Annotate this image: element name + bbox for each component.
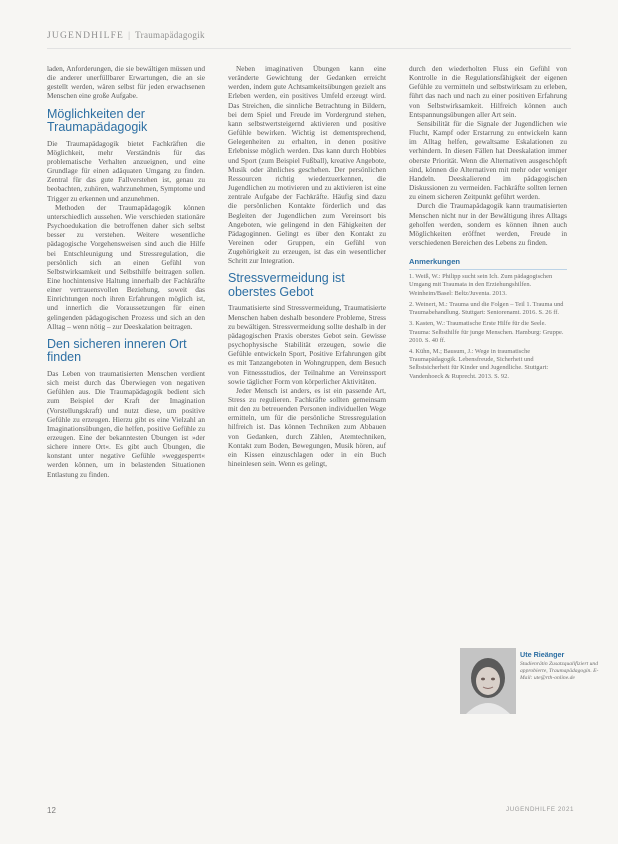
note-item: 4. Kühn, M.; Bausum, J.: Wege in traumatische Traumapädagogik. Lebensfreude, Sicherheit und Selbstsicherheit für Kinder und Jugendliche. Stuttgart: Vandenhoeck & Ruprecht. 2013. S. 92. xyxy=(409,347,549,380)
header-topic: Traumapädagogik xyxy=(135,30,205,40)
col3-paragraph-3: Durch die Traumapädagogik kann traumatisierten Menschen nicht nur in der Bewältigung ihres Alltags geholfen werden, sondern es können ihnen auch Möglichkeiten eröffnet werden, Freude in verschiedenen Bereichen des Lebens zu finden. xyxy=(409,201,567,247)
author-bio: Studienrätin Zusatzqualifiziert und approbierte, Traumapädagogin. E-Mail: ute@rth-online.de xyxy=(520,661,599,681)
column-3 xyxy=(409,64,567,384)
author-box xyxy=(460,648,599,724)
page-number: 12 xyxy=(47,806,56,815)
author-name: Ute Rieänger xyxy=(520,650,565,659)
author-photo xyxy=(460,648,516,714)
col1-paragraph-2: Methoden der Traumapädagogik können unterschiedlich aussehen. Wie verschieden stationäre Psychoedukation die betroffenen daher sich selbst besser zu verstehen. Weitere wesentliche pädagogische Vorgehensweisen sind auch die Hilfe bei Entschleunigung und Stressregulation, die persönlich sich an einen Gefühl von Selbstwirksamkeit und Selbsthilfe beitragen sollen. Eine hochintensive Haltung innerhalb der Fachkräfte einer vertrauensvollen Beziehung, soweit das Einrichtungen noch ihren Erfahrungen möglich ist, und innerlich die Voraussetzungen für einen gelingenden pädagogischen Prozess und sich an den Alltag – wenn nötig – zur Deeskalation beitragen. xyxy=(47,202,205,331)
heading-sicherer-ort: Den sicheren inneren Ort finden xyxy=(47,336,187,365)
notes-title: Anmerkungen xyxy=(409,257,461,267)
note-item: 3. Kasten, W.: Traumatische Erste Hilfe für die Seele. Trauma: Selbsthilfe für junge Menschen. Hamburg: Gruppe. 2010. S. 40 ff. xyxy=(409,320,564,344)
col2-paragraph-1: Neben imaginativen Übungen kann eine veränderte Gewichtung der Gedanken erreicht werden, indem gute Achtsamkeitsübungen gezielt ans Erleben werden, ein positives Umfeld erzeugt wird. Das Streichen, die sinnliche Betrachtung in Bildern, bei dem Spiel und Freude im Vordergrund stehen, kann selbstwertsteigernd aktivieren und positive Gefühle bewirken. Wichtig ist dementsprechend, Gelegenheiten zu erhalten, in denen positive Erlebnisse möglich werden. Das kann durch Hobbies und Sport (zum Beispiel Fußball), kreative Angebote, Musik oder ähnliches geschehen. Der persönlichen Ressourcen richtig wiederzuerkennen, die Jugendlichen zu motivieren und zu aktivieren ist eine zentrale Aufgabe der Fachkräfte. Häufig sind dazu die persönlichen Kontakte förderlich und das Begleiten der Jugendlichen zum Vereinsort bis Angeboten, wie gelingend in den Fähigkeiten der Pädagoginnen. Gelingt es über den Kontakt zu Vereinen oder Gruppen, ein Gefühl von Zugehörigkeit zu erzeugen, ist das ein wesentlicher Schritt zur Integration. xyxy=(228,64,386,266)
col1-paragraph-1: Die Traumapädagogik bietet Fachkräften die Möglichkeit, mehr Verständnis für das problematische Verhalten anzueignen, und eine Grundlage für einen adäquaten Umgang zu finden. Zentral für das gute Fallverstehen ist, genau zu beobachten, zuhören, wahrzunehmen, Symptome und Trigger zu erkennen und anzunehmen. xyxy=(47,138,205,203)
col1-paragraph-3: Das Leben von traumatisierten Menschen verdient sich meist durch das Überwiegen von negativen Gefühlen aus. Die Traumapädagogik bedient sich zum Beispiel der Kraft der Imagination (Vorstellungskraft) und nutzt diese, um positive Gefühle zu erzeugen. Hierzu gibt es eine Vielzahl an Imaginationsübungen, die helfen, positive Gefühle zu erzeugen. Eine der bekanntesten Übungen ist »der sichere innere Ort«. Es gibt auch Übungen, die konstant unter negative Gefühle »weggesperrt« werden können, um in belastenden Situationen Entlastung zu finden. xyxy=(47,368,205,479)
header-separator: | xyxy=(128,31,132,41)
col1-intro: laden, Anforderungen, die sie bewältigen müssen und die anderer unerfüllbarer Erwartungen, die an sie gestellt werden, wären selbst für jeden erwachsenen Menschen eine große Aufgabe. xyxy=(47,64,205,101)
column-1 xyxy=(47,64,205,479)
heading-moeglichkeiten: Möglichkeiten der Traumapädagogik xyxy=(47,106,148,135)
publication-footer: JUGENDHILFE 2021 xyxy=(506,806,575,813)
column-2 xyxy=(228,64,386,468)
col2-paragraph-2: Traumatisierte sind Stressvermeidung, Traumatisierte Menschen haben deshalb besondere Probleme, Stress zu bewältigen. Stressvermeidung sollte deshalb in der pädagogischen Praxis oberstes Gebot sein. Gewisse psychophysische Stabilität erzeugen, sowie die Gefühle entwickeln Sport, Positive Erfahrungen gibt es mit Tanzangeboten in Wohngruppen, dem Besuch von Fitnessstudios, der Teilnahme an Vereinssport sowie täglicher Form von körperlicher Aktivitäten. xyxy=(228,303,386,386)
header-rule xyxy=(47,48,571,49)
header-section: JUGENDHILFE xyxy=(47,31,125,41)
running-header xyxy=(47,30,205,41)
note-item: 2. Weinert, M.: Trauma und die Folgen – Teil 1. Trauma und Traumabehandlung. Stuttgart: Seniorenamt. 2016. S. 26 ff. xyxy=(409,300,564,317)
col3-paragraph-1: durch den wiederholten Fluss ein Gefühl von Kontrolle in die Regulationsfähigkeit der eigenen Gefühle zu vermitteln und selbstwirksam zu erleben, führt das nach und nach zu einer positiven Erfahrung von Selbstwirksamkeit. Hilfreich können auch Entspannungsübungen aller Art sein. xyxy=(409,64,567,119)
note-item: 1. Weiß, W.: Philipp sucht sein Ich. Zum pädagogischen Umgang mit Traumata in den Erziehungshilfen. Weinheim/Basel: Beltz/Juventa. 2013. xyxy=(409,273,553,297)
author-portrait-icon xyxy=(460,648,516,714)
author-text xyxy=(520,650,600,682)
notes-rule xyxy=(409,269,567,270)
heading-stressvermeidung: Stressvermeidung ist oberstes Gebot xyxy=(228,271,345,299)
col2-paragraph-3: Jeder Mensch ist anders, es ist ein passende Art, Stress zu regulieren. Fachkräfte sollten gemeinsam mit den zu betreuenden Personen individuellen Wege ermitteln, um für die persönliche Stressregulation hilfreich ist. Das können Techniken zum Abbauen von Gedanken, durch Zählen, Atemtechniken, Kontakt zum Boden, Bewegungen, Musik hören, auf ein Kissen einzuschlagen oder in ein Buch hineinlesen sein. Wenn es gelingt, xyxy=(228,385,386,469)
col3-paragraph-2: Sensibilität für die Signale der Jugendlichen wie Flucht, Kampf oder Erstarrung zu entwickeln kann im Alltag helfen, gewaltsame Eskalationen zu verhindern. In diesen Fällen hat Deeskalation immer oberste Priorität. Wenn die Alternativen ausgeschöpft sind, können die Alternativen mit mehr oder weniger Handeln. Deeskalierend im pädagogischen Diskussionen zu vermeiden. Fachkräfte sollten lernen zu einem sicheren Zeitpunkt geführt werden. xyxy=(409,118,567,202)
